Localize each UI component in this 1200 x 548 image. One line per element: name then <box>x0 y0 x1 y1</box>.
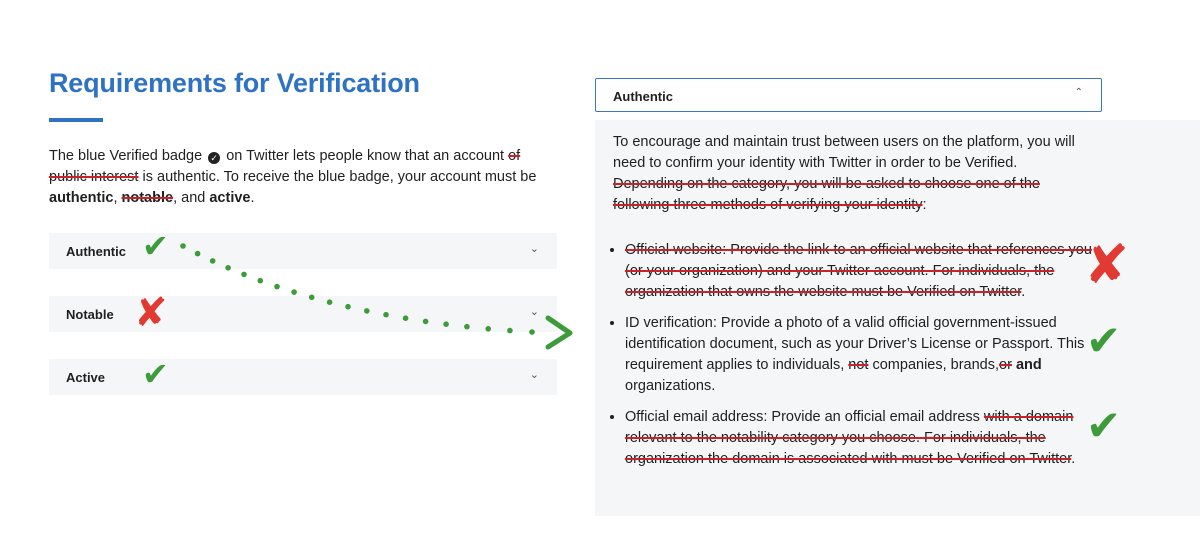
method-email-text: Official email address: Provide an official email address <box>625 409 980 425</box>
accordion-label-notable: Notable <box>66 307 114 322</box>
method-2-text-c: organizations. <box>625 378 716 394</box>
check-icon: ✔ <box>142 227 169 265</box>
intro-text-3: is authentic. To receive the blue badge, your account must be <box>142 169 537 185</box>
arrow-dot <box>529 329 535 335</box>
x-mark-icon: ✘ <box>1084 233 1130 296</box>
arrowhead-icon <box>548 318 570 347</box>
intro-text-2: on Twitter lets people know that an account <box>226 148 505 164</box>
arrow-dot <box>403 315 409 321</box>
arrow-dot <box>464 324 470 330</box>
arrow-dots <box>180 243 535 335</box>
check-icon: ✔ <box>1086 401 1122 450</box>
arrow-dot <box>443 321 449 327</box>
chevron-down-icon[interactable]: ⌄ <box>529 243 539 255</box>
arrow-dot <box>364 308 370 314</box>
method-official-website-struck: Official website: Provide the link to an official website that references you (or your organization) and your Twitter account. For individuals, the organization that owns the website must be Verified on Twitter <box>625 242 1092 300</box>
intro-text-1: The blue Verified badge <box>49 148 203 164</box>
method-2-struck-or: or <box>999 357 1012 373</box>
arrow-dot <box>327 299 333 305</box>
intro-struck-public-interest: of public interest <box>49 148 521 185</box>
accordion-label-authentic: Authentic <box>66 244 126 259</box>
check-icon: ✔ <box>142 355 169 393</box>
accordion-label-active: Active <box>66 370 106 385</box>
arrow-dot <box>225 265 231 271</box>
panel-text-plain: To encourage and maintain trust between users on the platform, you will need to confirm your identity with Twitter in order to be Verified. <box>613 134 1075 171</box>
method-1-end: . <box>1021 284 1026 300</box>
page-title: Requirements for Verification <box>49 68 420 98</box>
intro-active: active <box>209 190 251 206</box>
intro-comma: , <box>113 190 118 206</box>
arrow-dot <box>383 312 389 318</box>
arrow-dot <box>291 289 297 295</box>
chevron-down-icon[interactable]: ⌄ <box>529 369 539 381</box>
method-3-end: . <box>1071 451 1076 467</box>
intro-struck-notable: notable <box>121 190 174 206</box>
panel-header-label: Authentic <box>613 89 673 104</box>
arrow-dot <box>274 284 280 290</box>
verified-badge-icon: ✓ <box>208 152 220 164</box>
arrow-dot <box>241 272 247 278</box>
panel-text-colon: : <box>922 197 927 213</box>
method-id-verification-text: ID verification: Provide a photo of a valid official government-issued identification document, such as your Driver’s License or Passport. This requirement applies to individuals, <box>625 315 1085 373</box>
method-3-struck: with a domain relevant to the notability category you choose. For individuals, the organization the domain is associated with must be Verified on Twitter <box>625 409 1074 467</box>
x-mark-icon: ✘ <box>134 290 168 336</box>
arrow-dot <box>210 258 216 264</box>
check-icon: ✔ <box>1086 316 1122 365</box>
arrow-dot <box>485 326 491 332</box>
arrow-dot <box>258 278 264 284</box>
method-2-text-b: companies, brands, <box>872 357 1000 373</box>
chevron-up-icon[interactable]: ⌃ <box>1074 87 1083 98</box>
panel-text-struck: Depending on the category, you will be asked to choose one of the following three methods of verifying your identity <box>613 176 1040 213</box>
chevron-down-icon[interactable]: ⌄ <box>529 306 539 318</box>
arrow-dot <box>195 251 201 257</box>
arrow-dot <box>180 243 186 249</box>
arrow-dot <box>345 304 351 310</box>
arrow-dot <box>423 319 429 325</box>
method-2-struck-not: not <box>848 357 869 373</box>
intro-and: , and <box>173 190 206 206</box>
arrow-dot <box>309 295 315 301</box>
arrow-dot <box>507 328 513 334</box>
intro-end: . <box>250 190 255 206</box>
method-2-and: and <box>1015 357 1042 373</box>
intro-authentic: authentic <box>49 190 114 206</box>
